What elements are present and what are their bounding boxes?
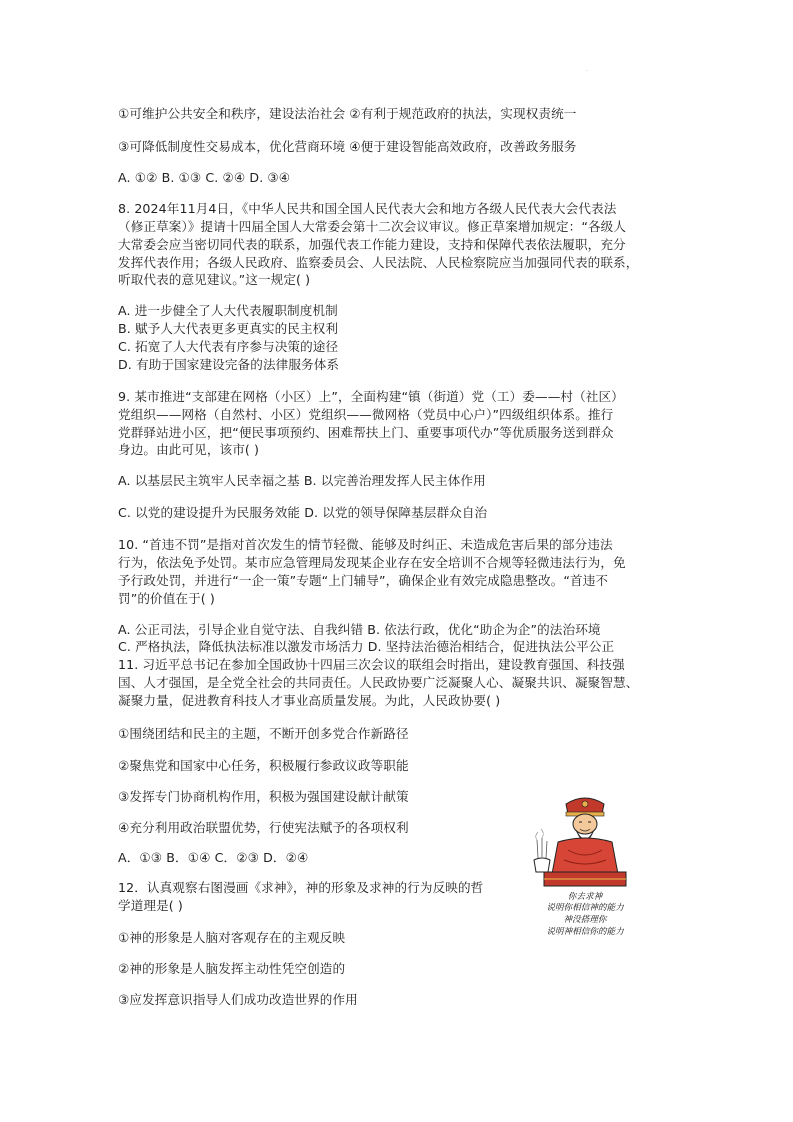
q12-stem-line: 学道理是( ) [118, 898, 183, 913]
q9-options-cd[interactable]: C. 以党的建设提升为民服务效能 D. 以党的领导保障基层群众自治 [118, 505, 488, 520]
q11-stem-line: 凝聚力量，促进教育科技人才事业高质量发展。为此，人民政协要( ) [118, 693, 501, 708]
q8-stem-line: 大常委会应当密切同代表的联系，加强代表工作能力建设，支持和保障代表依法履职，充分 [118, 237, 626, 252]
cartoon-caption-line-3: 神没搭理你 [563, 915, 607, 925]
q7-options-line-2: ③可降低制度性交易成本，优化营商环境 ④便于建设智能高效政府，改善政务服务 [118, 139, 577, 154]
q10-stem-line: 行为，依法免予处罚。某市应急管理局发现某企业存在安全培训不合规等轻微违法行为，免 [118, 555, 626, 570]
q11-choices[interactable]: A．①③ B．①④ C．②③ D．②④ [118, 850, 309, 865]
incense-burner [534, 858, 550, 872]
q11-option-3: ③发挥专门协商机构作用，积极为强国建设献计献策 [118, 789, 409, 804]
q7-choices[interactable]: A. ①② B. ①③ C. ②④ D. ③④ [118, 170, 291, 185]
q8-option-b[interactable]: B. 赋予人大代表更多更真实的民主权利 [118, 321, 339, 336]
q12-stem-line: 12．认真观察右图漫画《求神》，神的形象及求神的行为反映的哲 [118, 880, 484, 895]
q10-options-cd[interactable]: C. 严格执法，降低执法标准以激发市场活力 D. 坚持法治德治相结合，促进执法公平公正 [118, 639, 615, 654]
q10-stem-line: 予行政处罚，并进行“一企一策”专题“上门辅导”，确保企业有效完成隐患整改。“首违不 [118, 573, 609, 588]
q10-stem-line: 罚”的价值在于( ) [118, 591, 215, 606]
q9-stem-line: 党组织——网格（自然村、小区）党组织——微网格（党员中心户）”四级组织体系。推行 [118, 407, 614, 422]
q12-option-1: ①神的形象是人脑对客观存在的主观反映 [118, 930, 346, 945]
cartoon-caption-line-4: 说明神相信你的能力 [546, 927, 624, 937]
q11-stem-line: 国、人才强国，是全党全社会的共同责任。人民政协要广泛凝聚人心、凝聚共识、凝聚智慧、 [118, 675, 639, 690]
q10-stem-line: 10. “首违不罚”是指对首次发生的情节轻微、能够及时纠正、未造成危害后果的部分违法 [118, 537, 613, 552]
cartoon-caption-line-1: 你去求神 [567, 892, 603, 902]
cartoon-caption-line-2: 说明你相信神的能力 [546, 903, 624, 913]
page-mark: . [586, 66, 588, 73]
q11-option-4: ④充分利用政治联盟优势，行使宪法赋予的各项权利 [118, 820, 409, 835]
q8-stem-line: 发挥代表作用；各级人民政府、监察委员会、人民法院、人民检察院应当加强同代表的联系， [118, 255, 639, 270]
q8-option-a[interactable]: A. 进一步健全了人大代表履职制度机制 [118, 303, 338, 318]
q9-stem-line: 党群驿站进小区，把“便民事项预约、困难帮扶上门、重要事项代办”等优质服务送到群众 [118, 425, 614, 440]
q12-option-3: ③应发挥意识指导人们成功改造世界的作用 [118, 992, 358, 1007]
q9-options-ab[interactable]: A. 以基层民主筑牢人民幸福之基 B. 以完善治理发挥人民主体作用 [118, 473, 486, 488]
q10-options-ab[interactable]: A. 公正司法，引导企业自觉守法、自我纠错 B. 依法行政，优化“助企为企”的法治环境 [118, 622, 601, 637]
q11-stem-line: 11. 习近平总书记在参加全国政协十四届三次会议的联组会时指出，建设教育强国、科技强 [118, 657, 625, 672]
q7-options-line-1: ①可维护公共安全和秩序，建设法治社会 ②有利于规范政府的执法，实现权责统一 [118, 106, 577, 121]
q11-option-1: ①围绕团结和民主的主题，不断开创多党合作新路径 [118, 726, 409, 741]
q11-option-2: ②聚焦党和国家中心任务，积极履行参政议政等职能 [118, 758, 409, 773]
cartoon-qiu-shen-illustration [528, 790, 642, 890]
q8-stem-line: 8. 2024年11月4日，《中华人民共和国全国人民代表大会和地方各级人民代表大会代表法 [118, 201, 617, 216]
q9-stem-line: 9. 某市推进“支部建在网格（小区）上”，全面构建“镇（街道）党（工）委——村（社区） [118, 389, 624, 404]
god-robe [552, 838, 618, 874]
q8-option-c[interactable]: C. 拓宽了人大代表有序参与决策的途径 [118, 339, 339, 354]
q8-option-d[interactable]: D. 有助于国家建设完备的法律服务体系 [118, 357, 340, 372]
q9-stem-line: 身边。由此可见，该市( ) [118, 442, 260, 457]
q8-stem-line: （修正草案）》提请十四届全国人大常委会第十二次会议审议。修正草案增加规定：“各级人 [118, 219, 627, 234]
q12-option-2: ②神的形象是人脑发挥主动性凭空创造的 [118, 961, 346, 976]
q8-stem-line: 听取代表的意见建议。”这一规定( ) [118, 272, 311, 287]
